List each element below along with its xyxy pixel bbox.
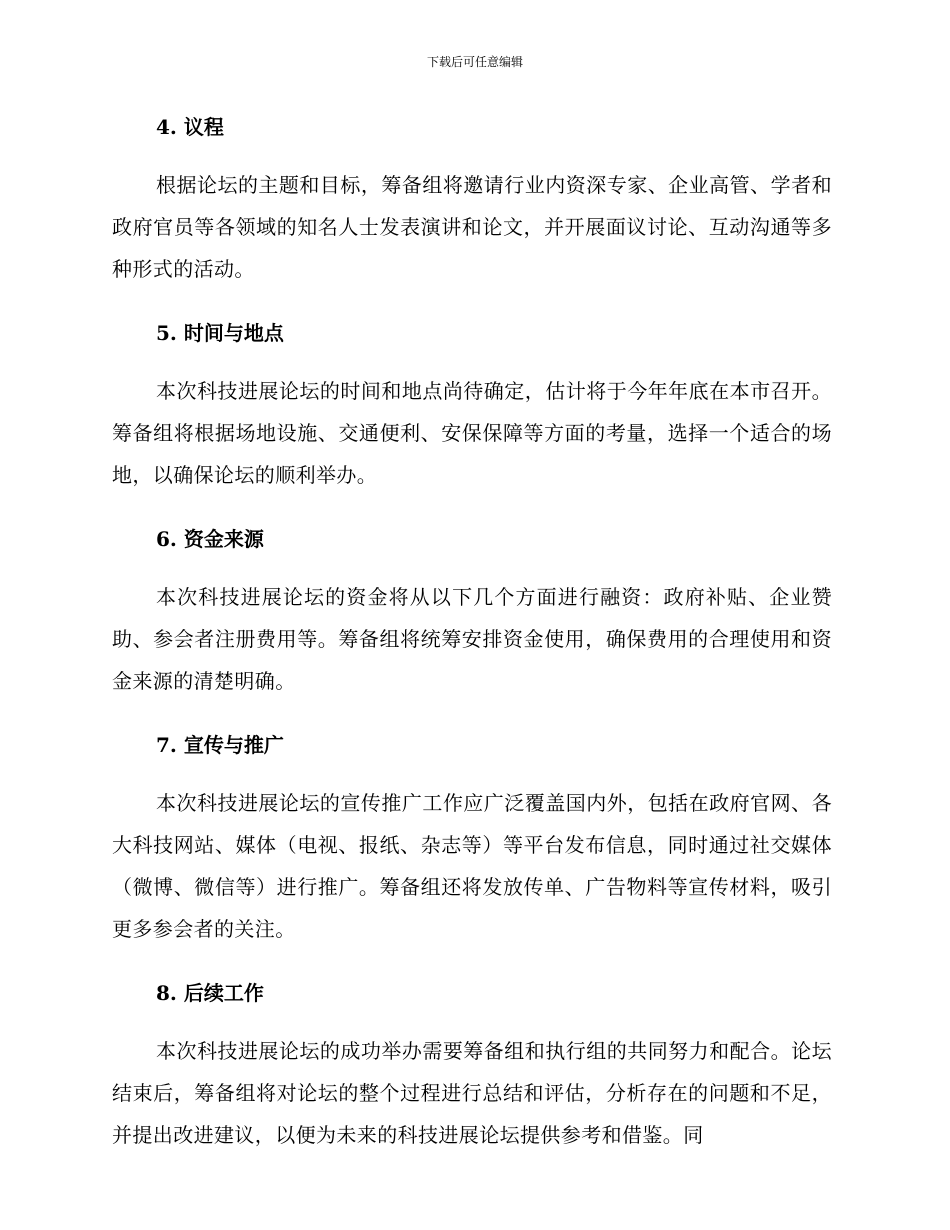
section-heading-time-location: 5. 时间与地点 [156,321,284,345]
section-heading-follow-up: 8. 后续工作 [156,981,264,1005]
section-heading-agenda: 4. 议程 [156,115,224,139]
section-body-follow-up: 本次科技进展论坛的成功举办需要筹备组和执行组的共同努力和配合。论坛结束后，筹备组将对论坛的整个过程进行总结和评估，分析存在的问题和不足，并提出改进建议，以便为未来的科技进展论坛提供参考和借鉴。同 [112,1039,832,1147]
document-body [112,108,832,1156]
section-body-funding: 本次科技进展论坛的资金将从以下几个方面进行融资：政府补贴、企业赞助、参会者注册费用等。筹备组将统筹安排资金使用，确保费用的合理使用和资金来源的清楚明确。 [112,585,832,693]
section-body-promotion: 本次科技进展论坛的宣传推广工作应广泛覆盖国内外，包括在政府官网、各大科技网站、媒体（电视、报纸、杂志等）等平台发布信息，同时通过社交媒体（微博、微信等）进行推广。筹备组还将发放传单、广告物料等宣传材料，吸引更多参会者的关注。 [112,791,832,941]
section-body-time-location: 本次科技进展论坛的时间和地点尚待确定，估计将于今年年底在本市召开。筹备组将根据场地设施、交通便利、安保保障等方面的考量，选择一个适合的场地，以确保论坛的顺利举办。 [112,379,832,487]
page-header: 下载后可任意编辑 [426,55,523,69]
section-heading-promotion: 7. 宣传与推广 [156,733,284,757]
section-heading-funding: 6. 资金来源 [156,527,264,551]
section-body-agenda: 根据论坛的主题和目标，筹备组将邀请行业内资深专家、企业高管、学者和政府官员等各领域的知名人士发表演讲和论文，并开展面议讨论、互动沟通等多种形式的活动。 [112,173,832,281]
